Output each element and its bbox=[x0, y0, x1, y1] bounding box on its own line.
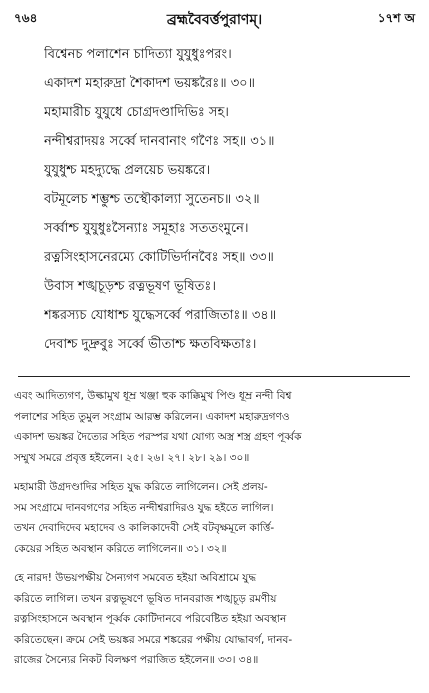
verse-line: বিশ্বেনচ পলাশেন চাদিত্যা যুযুধুঃপরং। bbox=[44, 47, 232, 62]
translation-line: করিতেছেন। ক্রমে সেই ভয়ঙ্কর সমরে শঙ্করের পক্ষীয় যোদ্ধাবর্গ, দানব- bbox=[14, 633, 293, 646]
translation-paragraph bbox=[14, 568, 414, 671]
verse-line: বটমূলেচ শম্ভুশ্চ তস্থৌকাল্যা সুতেনচ॥ ৩২॥ bbox=[44, 192, 260, 207]
bengali-translation bbox=[14, 386, 414, 680]
translation-paragraph bbox=[14, 477, 414, 559]
verse-line: মহামারীচ যুযুধে চোগ্রদণ্ডাদিভিঃ সহ। bbox=[44, 105, 229, 120]
page-title: ব্রহ্মবৈবর্ত্তপুরাণম্। bbox=[166, 12, 263, 28]
verse-line: একাদশ মহারুদ্রা শৈকাদশ ভয়ঙ্করৈঃ॥ ৩০॥ bbox=[44, 76, 255, 91]
translation-line: হে নারদ! উভয়পক্ষীয় সৈন্যগণ সমবেত হইয়া অবিশ্রামে যুদ্ধ bbox=[14, 572, 257, 584]
translation-line: করিতে লাগিল। তখন রত্নভূষণে ভূষিত দানবরাজ শঙ্খচূড় রমণীয় bbox=[14, 592, 277, 605]
translation-line: রত্নসিংহাসনে অবস্থান পূর্ব্বক কোটিদানবে পরিবেষ্টিত হইয়া অবস্থান bbox=[14, 613, 287, 625]
chapter-number: ১৭শ অ bbox=[377, 11, 415, 25]
translation-line: তখন দেবাদিদেব মহাদেব ও কালিকাদেবী সেই বটবৃক্ষমূলে কার্ত্তি- bbox=[14, 522, 275, 534]
translation-line: পলাশের সহিত তুমুল সংগ্রাম আরম্ভ করিলেন। একাদশ মহারুদ্রগণও bbox=[14, 410, 290, 423]
verse-line: নন্দীশ্বরাদয়ঃ সর্ব্বে দানবানাং গণৈঃ সহ॥ ৩১॥ bbox=[44, 134, 275, 149]
translation-line: রাজের সৈন্যের নিকট বিলক্ষণ পরাজিত হইলেন॥ ৩৩। ৩৪॥ bbox=[14, 654, 259, 666]
translation-paragraph bbox=[14, 386, 414, 468]
verse-line: উবাস শঙ্খচূড়শ্চ রত্নভূষণ ভূষিতঃ। bbox=[44, 279, 216, 294]
sanskrit-verses bbox=[44, 40, 414, 359]
page-header bbox=[14, 6, 415, 30]
verse-line: রত্নসিংহাসনেরম্যে কোটিভির্দানবৈঃ সহ॥ ৩৩॥ bbox=[44, 250, 274, 265]
translation-line: সম সংগ্রামে দানবগণের সহিত নন্দীশ্বরাদিরও যুদ্ধ হইতে লাগিল। bbox=[14, 501, 274, 514]
translation-line: কেয়ের সহিত অবস্থান করিতে লাগিলেন॥ ৩১। ৩২॥ bbox=[14, 542, 227, 555]
verse-line: সর্ব্বাশ্চ যুযুধুঃসৈন্যাঃ সমূহাঃ সততংমুনে। bbox=[44, 221, 249, 236]
translation-line: একাদশ ভয়ঙ্কর দৈত্যের সহিত পরস্পর যথা যোগ্য অস্ত্র শস্ত্র গ্রহণ পূর্ব্বক bbox=[14, 431, 302, 443]
translation-line: মহামারী উগ্রদণ্ডাদির সহিত যুদ্ধ করিতে লাগিলেন। সেই প্রলয়- bbox=[14, 481, 268, 493]
verse-line: শঙ্করস্যচ যোধাশ্চ যুদ্ধেসর্ব্বে পরাজিতাঃ॥ ৩৪॥ bbox=[44, 308, 277, 323]
section-divider bbox=[18, 376, 410, 377]
page-number: ৭৬৪ bbox=[14, 11, 38, 25]
verse-line: দেবাশ্চ দুদ্রুবুঃ সর্ব্বে ভীতাশ্চ ক্ষতবিক্ষতাঃ। bbox=[44, 337, 257, 352]
verse-line: যুযুধুশ্চ মহদ্যুদ্ধে প্রলয়েচ ভয়ঙ্করে। bbox=[44, 163, 211, 178]
translation-line: এবং আদিত্যগণ, উল্কামুখ ধূম্র খঞ্জা হুক কাক্কিমুখ পিণ্ড ধূম্র নন্দী বিশ্ব bbox=[14, 390, 292, 402]
translation-line: সম্মুখ সমরে প্রবৃত্ত হইলেন। ২৫। ২৬। ২৭। ২৮। ২৯। ৩০॥ bbox=[14, 451, 250, 464]
